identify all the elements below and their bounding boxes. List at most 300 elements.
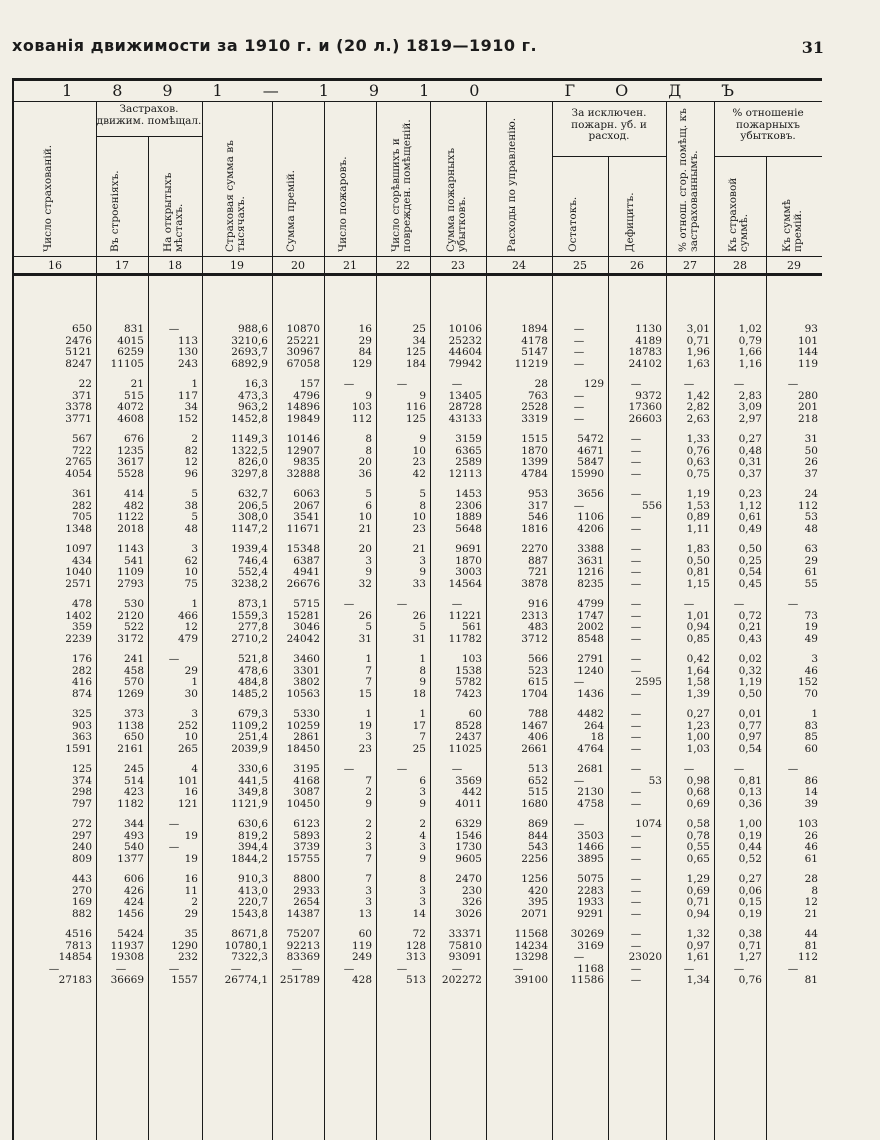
table-cell: 0,23: [738, 488, 762, 500]
table-cell: 1466: [577, 841, 604, 853]
table-cell: 515: [527, 786, 548, 798]
table-cell: 2589: [455, 456, 482, 468]
table-cell: 5648: [455, 522, 482, 535]
table-cell: 4516: [65, 928, 92, 940]
table-cell: 1747: [577, 609, 604, 622]
table-cell: 1,19: [738, 676, 762, 688]
table-cell: 1322,5: [231, 444, 268, 457]
table-cell: 75: [184, 577, 198, 590]
table-cell: 0,21: [738, 621, 762, 633]
column-header: Число пожаровъ.: [337, 156, 349, 252]
table-cell: 1122: [117, 511, 144, 523]
group-header-insured-movables: Застрахов. движим. помѣщал.: [96, 103, 202, 127]
table-cell: 12907: [286, 444, 320, 457]
table-cell: 1109,2: [231, 719, 268, 732]
table-cell: 1: [191, 598, 198, 610]
table-cell: 4011: [455, 797, 482, 810]
table-cell: 606: [123, 873, 144, 885]
table-cell: 317: [527, 499, 548, 512]
table-cell: 1870: [521, 444, 548, 457]
table-cell: 7: [365, 873, 372, 885]
table-cell: 2933: [293, 884, 320, 897]
table-cell: 3046: [293, 621, 320, 633]
table-cell: 232: [177, 951, 198, 963]
table-cell: 2,63: [686, 412, 710, 425]
table-cell: 0,71: [738, 939, 762, 952]
table-cell: 2018: [117, 522, 144, 535]
table-cell: 4941: [293, 566, 320, 578]
table-cell: 75810: [448, 939, 482, 952]
table-cell: 0,78: [686, 829, 710, 842]
table-cell: 2693,7: [231, 346, 268, 358]
table-cell: 0,27: [738, 873, 762, 885]
table-cell: 96: [184, 467, 198, 480]
table-cell: 24042: [286, 632, 320, 645]
table-cell: 60: [358, 928, 372, 940]
table-cell: 0,13: [738, 786, 762, 798]
table-cell: 308,0: [237, 511, 268, 523]
table-cell: 11219: [514, 357, 548, 370]
table-cell: —: [630, 719, 642, 732]
table-cell: 541: [123, 554, 144, 567]
table-cell: 0,37: [738, 467, 762, 480]
table-cell: 14896: [286, 401, 320, 413]
table-cell: 5: [419, 621, 426, 633]
table-cell: 3617: [117, 456, 144, 468]
table-cell: 1,02: [738, 323, 762, 335]
table-cell: 14564: [448, 577, 482, 590]
table-cell: 5: [191, 511, 198, 523]
table-cell: 546: [527, 511, 548, 523]
table-cell: 0,81: [738, 774, 762, 787]
table-cell: —: [733, 962, 745, 975]
table-cell: 113: [177, 334, 198, 347]
table-cell: 112: [797, 499, 818, 512]
table-cell: —: [168, 841, 180, 853]
table-cell: 48: [804, 522, 818, 535]
table-cell: 5424: [117, 928, 144, 940]
table-cell: —: [787, 598, 799, 610]
table-cell: —: [630, 566, 642, 578]
table-cell: —: [573, 412, 585, 425]
table-cell: 513: [527, 763, 548, 775]
table-cell: 10106: [448, 323, 482, 335]
table-cell: 5121: [65, 346, 92, 358]
table-cell: 6892,9: [231, 357, 268, 370]
table-cell: 75207: [286, 928, 320, 940]
table-cell: 1,29: [686, 873, 710, 885]
table-cell: 0,36: [738, 797, 762, 810]
table-cell: 371: [71, 389, 92, 402]
table-cell: 0,89: [686, 511, 710, 523]
table-cell: —: [630, 554, 642, 567]
table-cell: 0,98: [686, 774, 710, 787]
table-cell: —: [630, 522, 642, 535]
table-cell: 10563: [286, 687, 320, 700]
table-cell: 1467: [521, 719, 548, 732]
table-cell: 1933: [577, 896, 604, 908]
table-cell: 3319: [521, 412, 548, 425]
table-cell: 349,8: [237, 786, 268, 798]
table-cell: 67058: [286, 357, 320, 370]
table-cell: —: [630, 488, 642, 500]
table-cell: 3301: [293, 664, 320, 677]
table-cell: —: [787, 378, 799, 390]
table-cell: 0,77: [738, 719, 762, 732]
table-cell: 112: [797, 951, 818, 963]
table-cell: 3169: [577, 939, 604, 952]
table-cell: 5528: [117, 467, 144, 480]
table-cell: 26774,1: [224, 974, 268, 986]
table-cell: 1402: [65, 609, 92, 622]
table-cell: 243: [177, 357, 198, 370]
table-cell: 3739: [293, 841, 320, 853]
table-cell: 1: [365, 653, 372, 665]
table-cell: 1456: [117, 907, 144, 920]
table-cell: 0,49: [738, 522, 762, 535]
table-cell: —: [573, 951, 585, 963]
table-cell: 0,71: [686, 334, 710, 347]
table-cell: 0,97: [686, 939, 710, 952]
column-header: Остатокъ.: [567, 196, 579, 252]
table-cell: 831: [123, 323, 144, 335]
table-cell: 272: [71, 818, 92, 830]
table-cell: 9: [419, 433, 426, 445]
table-cell: 566: [527, 653, 548, 665]
table-cell: 39100: [514, 974, 548, 986]
table-cell: 33: [412, 577, 426, 590]
table-cell: —: [396, 962, 408, 975]
table-cell: 0,27: [686, 708, 710, 720]
table-cell: 15755: [286, 852, 320, 865]
table-cell: 473,3: [237, 389, 268, 402]
table-cell: 33371: [448, 928, 482, 940]
table-cell: 3: [191, 543, 198, 555]
table-cell: 514: [123, 774, 144, 787]
table-cell: 441,5: [237, 774, 268, 787]
table-cell: —: [573, 323, 585, 335]
column-header: Къ страховой суммѣ.: [727, 177, 750, 252]
table-cell: 1453: [455, 488, 482, 500]
table-cell: 8800: [293, 873, 320, 885]
table-cell: 9835: [293, 456, 320, 468]
table-cell: 4189: [635, 334, 662, 347]
table-cell: 29: [358, 334, 372, 347]
table-cell: 705: [71, 511, 92, 523]
table-cell: 8671,8: [231, 928, 268, 940]
table-cell: 81: [804, 939, 818, 952]
table-cell: 15281: [286, 609, 320, 622]
table-cell: 2: [419, 818, 426, 830]
table-cell: 2571: [65, 577, 92, 590]
table-cell: 3: [419, 841, 426, 853]
table-cell: 1889: [455, 511, 482, 523]
column-header: На открытыхъ мѣстахъ.: [162, 172, 185, 252]
table-cell: 10780,1: [224, 939, 268, 952]
table-cell: 31: [804, 433, 818, 445]
table-cell: 245: [123, 763, 144, 775]
table-cell: 36669: [110, 974, 144, 986]
table-cell: 513: [405, 974, 426, 986]
table-cell: 0,85: [686, 632, 710, 645]
table-cell: 8: [419, 664, 426, 677]
table-cell: —: [630, 873, 642, 885]
table-cell: 2: [365, 829, 372, 842]
table-cell: 10146: [286, 433, 320, 445]
table-cell: 567: [71, 433, 92, 445]
table-cell: 63: [804, 543, 818, 555]
table-cell: —: [630, 907, 642, 920]
table-cell: 3: [419, 896, 426, 908]
table-cell: 12113: [448, 467, 482, 480]
table-cell: 3: [419, 554, 426, 567]
table-cell: 1704: [521, 687, 548, 700]
table-cell: 297: [71, 829, 92, 842]
table-cell: 9: [365, 389, 372, 402]
table-cell: 0,69: [686, 797, 710, 810]
table-cell: 85: [804, 731, 818, 743]
table-cell: 0,44: [738, 841, 762, 853]
table-cell: 3878: [521, 577, 548, 590]
table-cell: 29: [804, 554, 818, 567]
table-cell: 7423: [455, 687, 482, 700]
table-cell: 3388: [577, 543, 604, 555]
table-cell: 523: [527, 664, 548, 677]
table-cell: —: [573, 401, 585, 413]
table-cell: 9605: [455, 852, 482, 865]
table-cell: 0,38: [738, 928, 762, 940]
table-cell: 9: [419, 676, 426, 688]
table-cell: —: [115, 962, 127, 975]
table-cell: 916: [527, 598, 548, 610]
table-cell: 8: [811, 884, 818, 897]
table-cell: 3297,8: [231, 467, 268, 480]
page-title: хованія движимости за 1910 г. и (20 л.) 1819—1910 г.: [12, 36, 538, 55]
table-cell: 763: [527, 389, 548, 402]
table-cell: 395: [527, 896, 548, 908]
table-cell: 2161: [117, 742, 144, 755]
table-cell: 282: [71, 499, 92, 512]
table-cell: 6365: [455, 444, 482, 457]
column-header: Въ строеніяхъ.: [109, 170, 121, 252]
table-cell: 103: [351, 401, 372, 413]
table-cell: 201: [797, 401, 818, 413]
table-cell: —: [343, 763, 355, 775]
table-cell: 4206: [577, 522, 604, 535]
table-cell: 2470: [455, 873, 482, 885]
table-cell: 25221: [286, 334, 320, 347]
table-cell: 103: [461, 653, 482, 665]
table-cell: 1,16: [738, 357, 762, 370]
table-cell: 0,75: [686, 467, 710, 480]
table-cell: 1235: [117, 444, 144, 457]
table-cell: 144: [797, 346, 818, 358]
table-cell: 119: [797, 357, 818, 370]
table-cell: 8247: [65, 357, 92, 370]
table-cell: 869: [527, 818, 548, 830]
table-cell: —: [168, 818, 180, 830]
table-cell: 632,7: [237, 488, 268, 500]
table-cell: —: [630, 511, 642, 523]
column-number: 28: [733, 259, 747, 272]
table-cell: 722: [71, 444, 92, 457]
table-cell: 424: [123, 896, 144, 908]
table-cell: 2270: [521, 543, 548, 555]
table-cell: 116: [405, 401, 426, 413]
table-cell: —: [630, 444, 642, 457]
table-cell: 2791: [577, 653, 604, 665]
table-cell: 15348: [286, 543, 320, 555]
table-cell: 2130: [577, 786, 604, 798]
table-cell: 0,01: [738, 708, 762, 720]
table-cell: 0,71: [686, 896, 710, 908]
table-cell: 5330: [293, 708, 320, 720]
table-cell: 4608: [117, 412, 144, 425]
table-cell: 443: [71, 873, 92, 885]
table-cell: 11105: [110, 357, 144, 370]
table-cell: 4764: [577, 742, 604, 755]
table-cell: 3771: [65, 412, 92, 425]
statistics-table: [12, 78, 822, 1140]
table-cell: 270: [71, 884, 92, 897]
table-cell: 882: [71, 907, 92, 920]
table-cell: 264: [583, 719, 604, 732]
table-cell: 819,2: [237, 829, 268, 842]
table-cell: 30: [184, 687, 198, 700]
table-cell: 2067: [293, 499, 320, 512]
table-cell: 1: [191, 676, 198, 688]
table-cell: 6123: [293, 818, 320, 830]
table-cell: 19: [184, 852, 198, 865]
table-cell: 5: [365, 621, 372, 633]
table-cell: 44604: [448, 346, 482, 358]
table-cell: 7: [365, 852, 372, 865]
table-cell: 1,58: [686, 676, 710, 688]
table-cell: 3656: [577, 488, 604, 500]
table-cell: 46: [804, 841, 818, 853]
table-cell: 28: [534, 378, 548, 390]
table-cell: —: [291, 962, 303, 975]
table-cell: 1,53: [686, 499, 710, 512]
table-cell: 21: [412, 543, 426, 555]
table-cell: 34: [184, 401, 198, 413]
table-cell: 26: [804, 829, 818, 842]
table-cell: 1: [365, 708, 372, 720]
table-cell: 128: [405, 939, 426, 952]
table-cell: 953: [527, 488, 548, 500]
table-cell: 1121,9: [231, 797, 268, 810]
table-cell: —: [630, 962, 642, 975]
table-cell: 0,63: [686, 456, 710, 468]
table-cell: 910,3: [237, 873, 268, 885]
table-cell: 1: [811, 708, 818, 720]
table-cell: —: [451, 598, 463, 610]
table-cell: 521,8: [237, 653, 268, 665]
table-cell: —: [168, 323, 180, 335]
table-cell: 31: [358, 632, 372, 645]
column-header: Сумма пожарныхъ убытковъ.: [445, 147, 468, 252]
table-cell: 2: [365, 786, 372, 798]
table-cell: 1452,8: [231, 412, 268, 425]
table-cell: 1591: [65, 742, 92, 755]
table-cell: 0,19: [738, 907, 762, 920]
table-cell: 8235: [577, 577, 604, 590]
table-cell: 359: [71, 621, 92, 633]
column-number: 22: [396, 259, 410, 272]
table-cell: 3172: [117, 632, 144, 645]
table-cell: —: [683, 378, 695, 390]
table-cell: 0,72: [738, 609, 762, 622]
table-cell: —: [630, 896, 642, 908]
table-cell: 8548: [577, 632, 604, 645]
table-cell: 26: [412, 609, 426, 622]
table-cell: 1,11: [686, 522, 710, 535]
table-cell: —: [396, 763, 408, 775]
table-cell: —: [733, 378, 745, 390]
table-cell: 10259: [286, 719, 320, 732]
table-cell: 3: [811, 653, 818, 665]
table-cell: 0,50: [738, 687, 762, 700]
table-cell: 14: [412, 907, 426, 920]
table-cell: 326: [461, 896, 482, 908]
table-cell: —: [630, 543, 642, 555]
table-cell: 1290: [171, 939, 198, 952]
table-cell: 434: [71, 554, 92, 567]
table-cell: 1,42: [686, 389, 710, 402]
table-cell: 313: [405, 951, 426, 963]
table-cell: —: [683, 763, 695, 775]
table-cell: 82: [184, 444, 198, 457]
table-cell: 2,97: [738, 412, 762, 425]
table-cell: 7: [365, 676, 372, 688]
table-cell: 18: [590, 731, 604, 743]
table-cell: 9291: [577, 907, 604, 920]
table-cell: 6329: [455, 818, 482, 830]
table-cell: 515: [123, 389, 144, 402]
table-cell: 17: [412, 719, 426, 732]
table-cell: 130: [177, 346, 198, 358]
table-cell: 679,3: [237, 708, 268, 720]
table-cell: —: [630, 939, 642, 952]
table-cell: 2120: [117, 609, 144, 622]
table-cell: 3210,6: [231, 334, 268, 347]
table-cell: 176: [71, 653, 92, 665]
table-cell: 152: [177, 412, 198, 425]
table-cell: —: [630, 786, 642, 798]
table-cell: 19: [184, 829, 198, 842]
table-cell: —: [683, 598, 695, 610]
table-cell: 2: [191, 433, 198, 445]
table-cell: 125: [405, 412, 426, 425]
table-cell: 2283: [577, 884, 604, 897]
table-cell: 2071: [521, 907, 548, 920]
table-cell: 1: [191, 378, 198, 390]
table-cell: 1,39: [686, 687, 710, 700]
table-cell: 826,0: [237, 456, 268, 468]
table-cell: 12: [804, 896, 818, 908]
table-cell: —: [573, 676, 585, 688]
table-cell: 3003: [455, 566, 482, 578]
table-cell: 4: [419, 829, 426, 842]
table-cell: 325: [71, 708, 92, 720]
header-bottom-rule: [14, 273, 822, 276]
table-cell: 4: [191, 763, 198, 775]
table-cell: 86: [804, 774, 818, 787]
table-cell: —: [573, 499, 585, 512]
table-cell: 330,6: [237, 763, 268, 775]
table-cell: —: [573, 334, 585, 347]
table-cell: 220,7: [237, 896, 268, 908]
